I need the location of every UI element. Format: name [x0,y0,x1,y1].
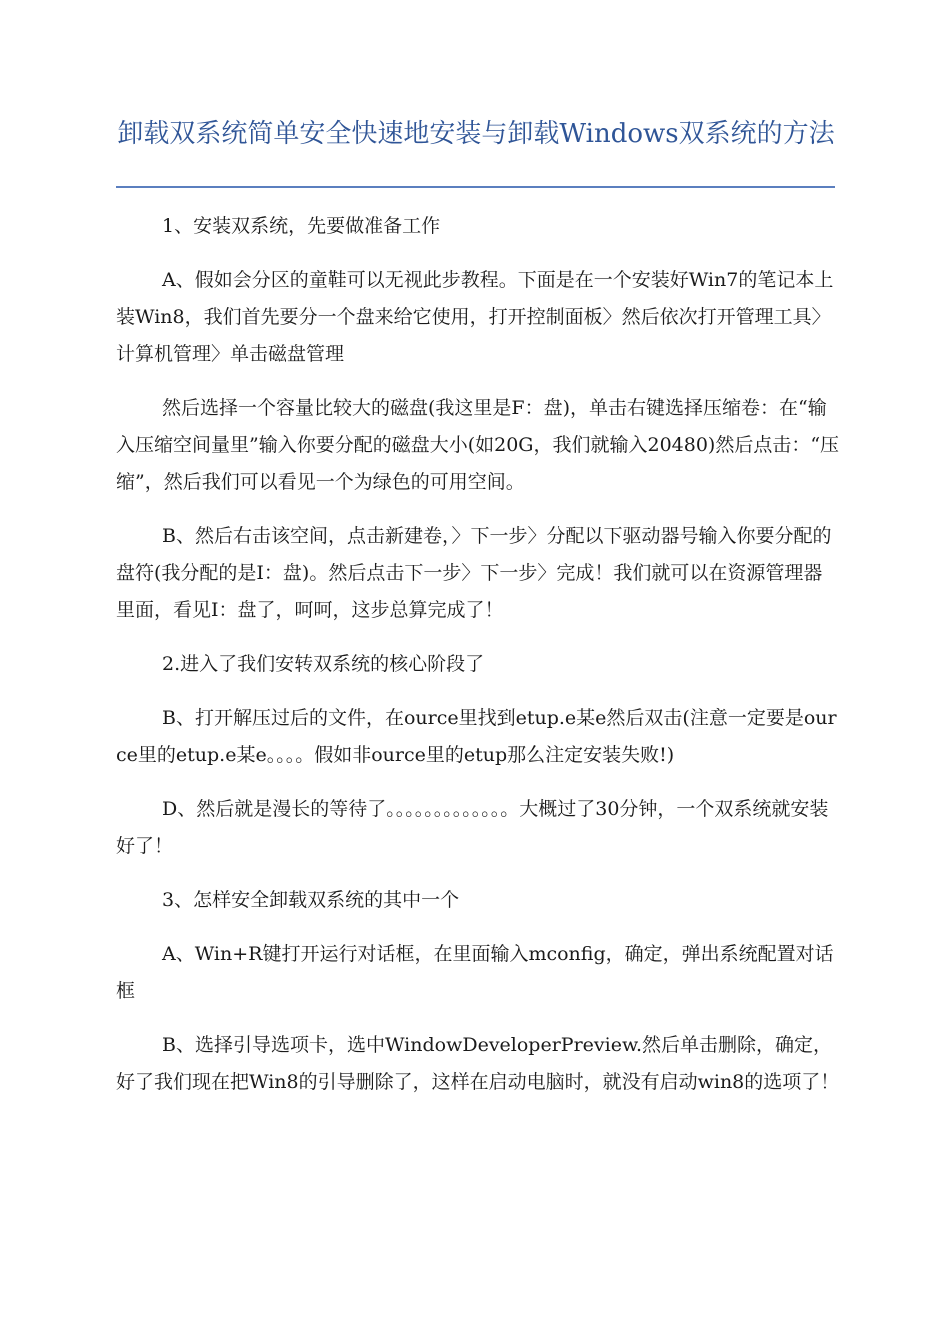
paragraph-delete-boot-entry: B、选择引导选项卡，选中WindowDeveloperPreview.然后单击删除，确定，好了我们现在把Win8的引导删除了，这样在启动电脑时，就没有启动win8的选项了！ [116,1034,840,1093]
document-body [116,208,840,1118]
title-divider [116,186,835,188]
paragraph-run-setup: B、打开解压过后的文件，在ource里找到etup.e某e然后双击(注意一定要是ource里的etup.e某e。。。。假如非ource里的etup那么注定安装失败!) [116,707,837,766]
paragraph-core-stage-heading: 2.进入了我们安转双系统的核心阶段了 [162,653,485,675]
paragraph-step-a-partition: A、假如会分区的童鞋可以无视此步教程。下面是在一个安装好Win7的笔记本上装Win8，我们首先要分一个盘来给它使用，打开控制面板〉然后依次打开管理工具〉计算机管理〉单击磁盘管理 [116,269,834,365]
paragraph-step-b-new-volume: B、然后右击该空间，点击新建卷，〉下一步〉分配以下驱动器号输入你要分配的盘符(我分配的是I：盘)。然后点击下一步〉下一步〉完成！我们就可以在资源管理器里面，看见I：盘了，呵呵，这步总算完成了！ [116,525,832,621]
paragraph-compress-volume: 然后选择一个容量比较大的磁盘(我这里是F：盘)，单击右键选择压缩卷：在“输入压缩空间量里”输入你要分配的磁盘大小(如20G，我们就输入20480)然后点击：“压缩”，然后我们可以看见一个为绿色的可用空间。 [116,397,840,493]
paragraph-wait-install: D、然后就是漫长的等待了。。。。。。。。。。。。。大概过了30分钟，一个双系统就安装好了！ [116,798,829,857]
page-title: 卸载双系统简单安全快速地安装与卸载Windows双系统的方法 [117,119,835,149]
paragraph-install-prep-heading: 1、安装双系统，先要做准备工作 [162,215,441,237]
paragraph-uninstall-heading: 3、怎样安全卸载双系统的其中一个 [162,889,460,911]
paragraph-open-msconfig: A、Win+R键打开运行对话框，在里面输入mconfig，确定，弹出系统配置对话框 [116,943,834,1002]
